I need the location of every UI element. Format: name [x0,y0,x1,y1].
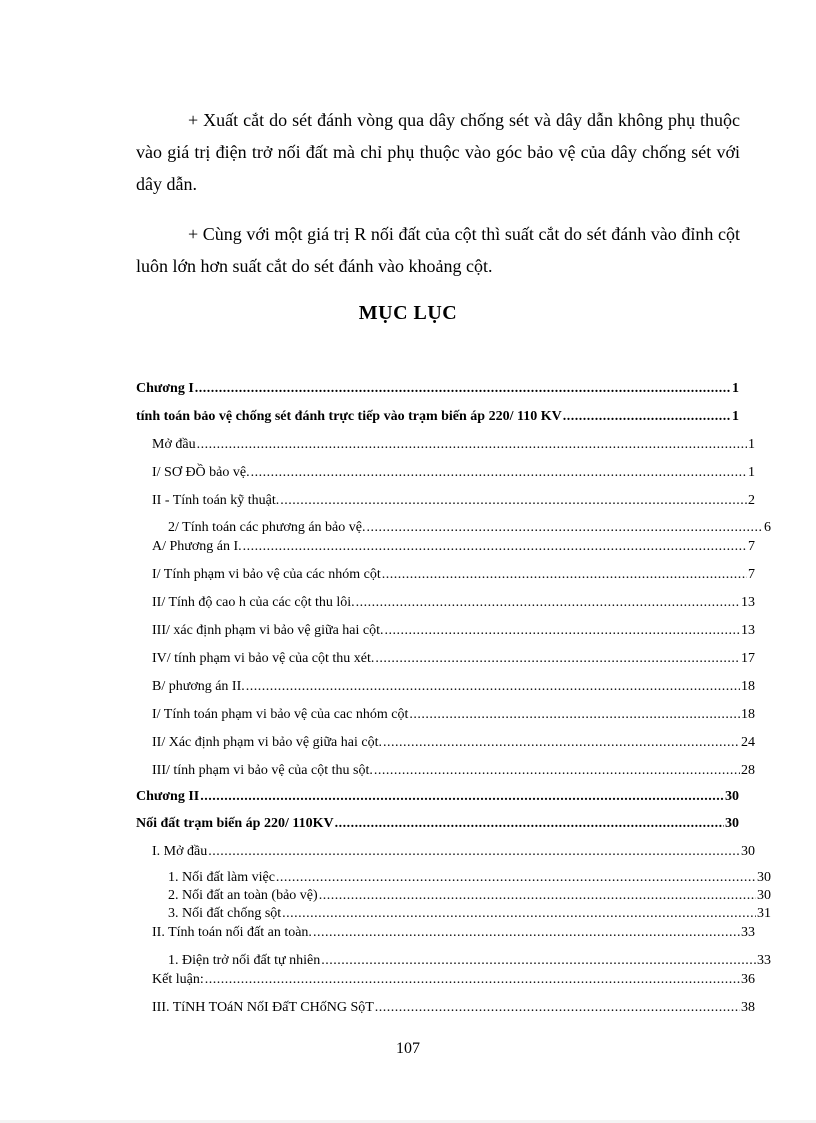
toc-entry[interactable]: 2. Nối đất an toàn (bảo vệ) ..... 30 [136,888,771,908]
toc-entry[interactable]: II/ Xác định phạm vi bảo vệ giữa hai cột. ..... 24 [136,735,755,755]
toc-entry[interactable]: I/ Tính phạm vi bảo vệ của các nhóm cột ..... 7 [136,567,755,587]
toc-entry[interactable]: Kết luận: ..... 36 [136,972,755,992]
paragraph-2-text: + Cùng với một giá trị R nối đất của cột thì suất cắt do sét đánh vào đỉnh cột luôn lớn hơn suất cắt do sét đánh vào khoảng cột. [136,224,740,276]
toc-entry[interactable]: 3. Nối đất chống sột ..... 31 [136,906,771,926]
toc-entry[interactable]: Mở đầu ..... 1 [136,437,755,457]
toc-entry[interactable]: 1. Nối đất làm việc ..... 30 [136,870,771,890]
toc-entry[interactable]: II. Tính toán nối đất an toàn. ..... 33 [136,925,755,945]
toc-entry[interactable]: III. TíNH TOáN NốI ĐấT CHốNG SộT ..... 38 [136,1000,755,1020]
toc-entry[interactable]: III/ tính phạm vi bảo vệ của cột thu sột. ..... 28 [136,763,755,783]
toc-entry[interactable]: B/ phương án II. ..... 18 [136,679,755,699]
toc-entry[interactable]: tính toán bảo vệ chống sét đánh trực tiếp vào trạm biến áp 220/ 110 KV ..... 1 [136,409,739,429]
toc-entry[interactable]: III/ xác định phạm vi bảo vệ giữa hai cột. ..... 13 [136,623,755,643]
page-number: 107 [396,1040,420,1057]
toc-entry[interactable]: A/ Phương án I. ..... 7 [136,539,755,559]
toc-entry[interactable]: I/ Tính toán phạm vi bảo vệ của cac nhóm cột ..... 18 [136,707,755,727]
paragraph-1 [136,104,740,200]
toc-entry[interactable]: Nối đất trạm biến áp 220/ 110KV ..... 30 [136,816,739,836]
paragraph-2 [136,218,740,282]
toc-entry[interactable]: 2/ Tính toán các phương án bảo vệ. ..... 6 [136,520,771,540]
toc-entry[interactable]: II/ Tính độ cao h của các cột thu lôi. ..... 13 [136,595,755,615]
toc-entry-chuong-2[interactable]: Chương II ..... 30 [136,789,739,809]
toc-title: MỤC LỤC [358,302,458,324]
toc-entry[interactable]: IV/ tính phạm vi bảo vệ của cột thu xét. ..... 17 [136,651,755,671]
toc-entry[interactable]: 1. Điện trở nối đất tự nhiên ..... 33 [136,953,771,973]
toc-entry-chuong-1[interactable]: Chương I ..... 1 [136,381,739,401]
toc-entry[interactable]: I. Mở đầu ..... 30 [136,844,755,864]
toc-entry[interactable]: II - Tính toán kỹ thuật. ..... 2 [136,493,755,513]
paragraph-1-text: + Xuất cắt do sét đánh vòng qua dây chống sét và dây dẫn không phụ thuộc vào giá trị điện trở nối đất mà chỉ phụ thuộc vào góc bảo vệ của dây chống sét với dây dẫn. [136,110,740,194]
toc-entry[interactable]: I/ SƠ ĐỒ bảo vệ. ..... 1 [136,465,755,485]
